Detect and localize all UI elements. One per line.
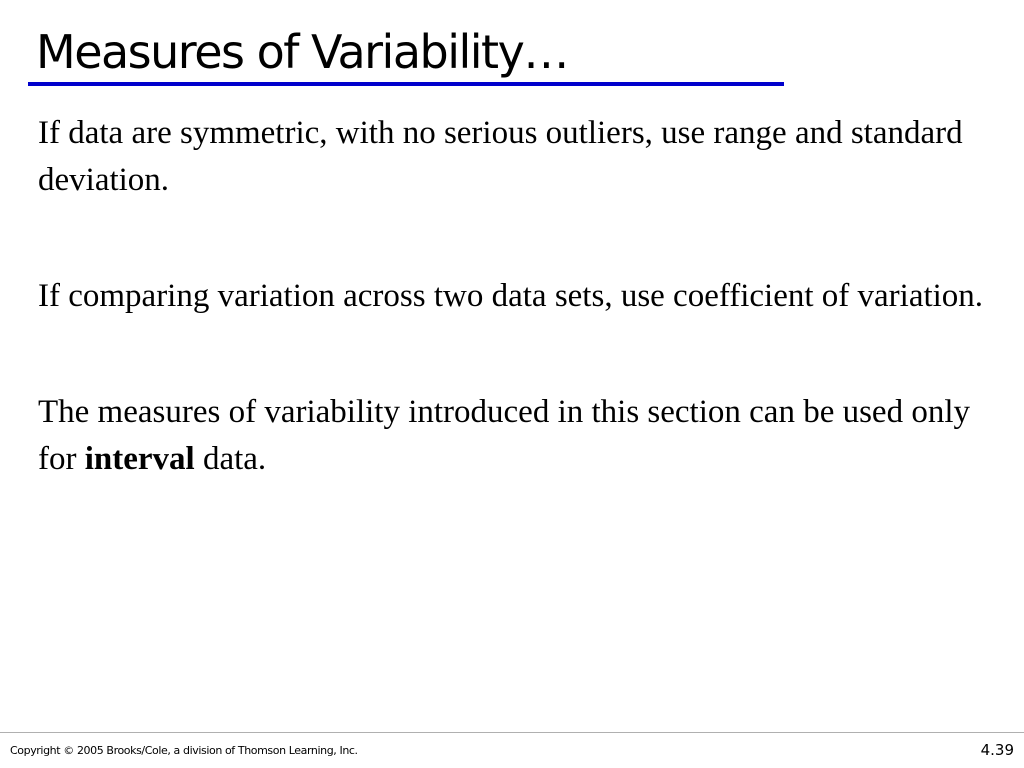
slide-body (38, 110, 1013, 552)
body-paragraph-2: If comparing variation across two data sets, use coefficient of variation. (38, 278, 984, 314)
body-paragraph-1: If data are symmetric, with no serious outliers, use range and standard deviation. (38, 115, 963, 198)
body-paragraph-3 (38, 389, 1013, 483)
footer-divider (0, 732, 1024, 733)
paragraph-3-text-start: The measures of variability introduced in this section can be used only for (38, 394, 970, 477)
emphasis-interval: interval (84, 441, 195, 477)
slide-number: 4.39 (980, 741, 1014, 759)
slide-title: Measures of Variability… (36, 25, 568, 79)
title-underline (28, 82, 784, 86)
footer-copyright: Copyright © 2005 Brooks/Cole, a division of Thomson Learning, Inc. (10, 744, 358, 757)
paragraph-3-text-end: data. (194, 441, 267, 477)
